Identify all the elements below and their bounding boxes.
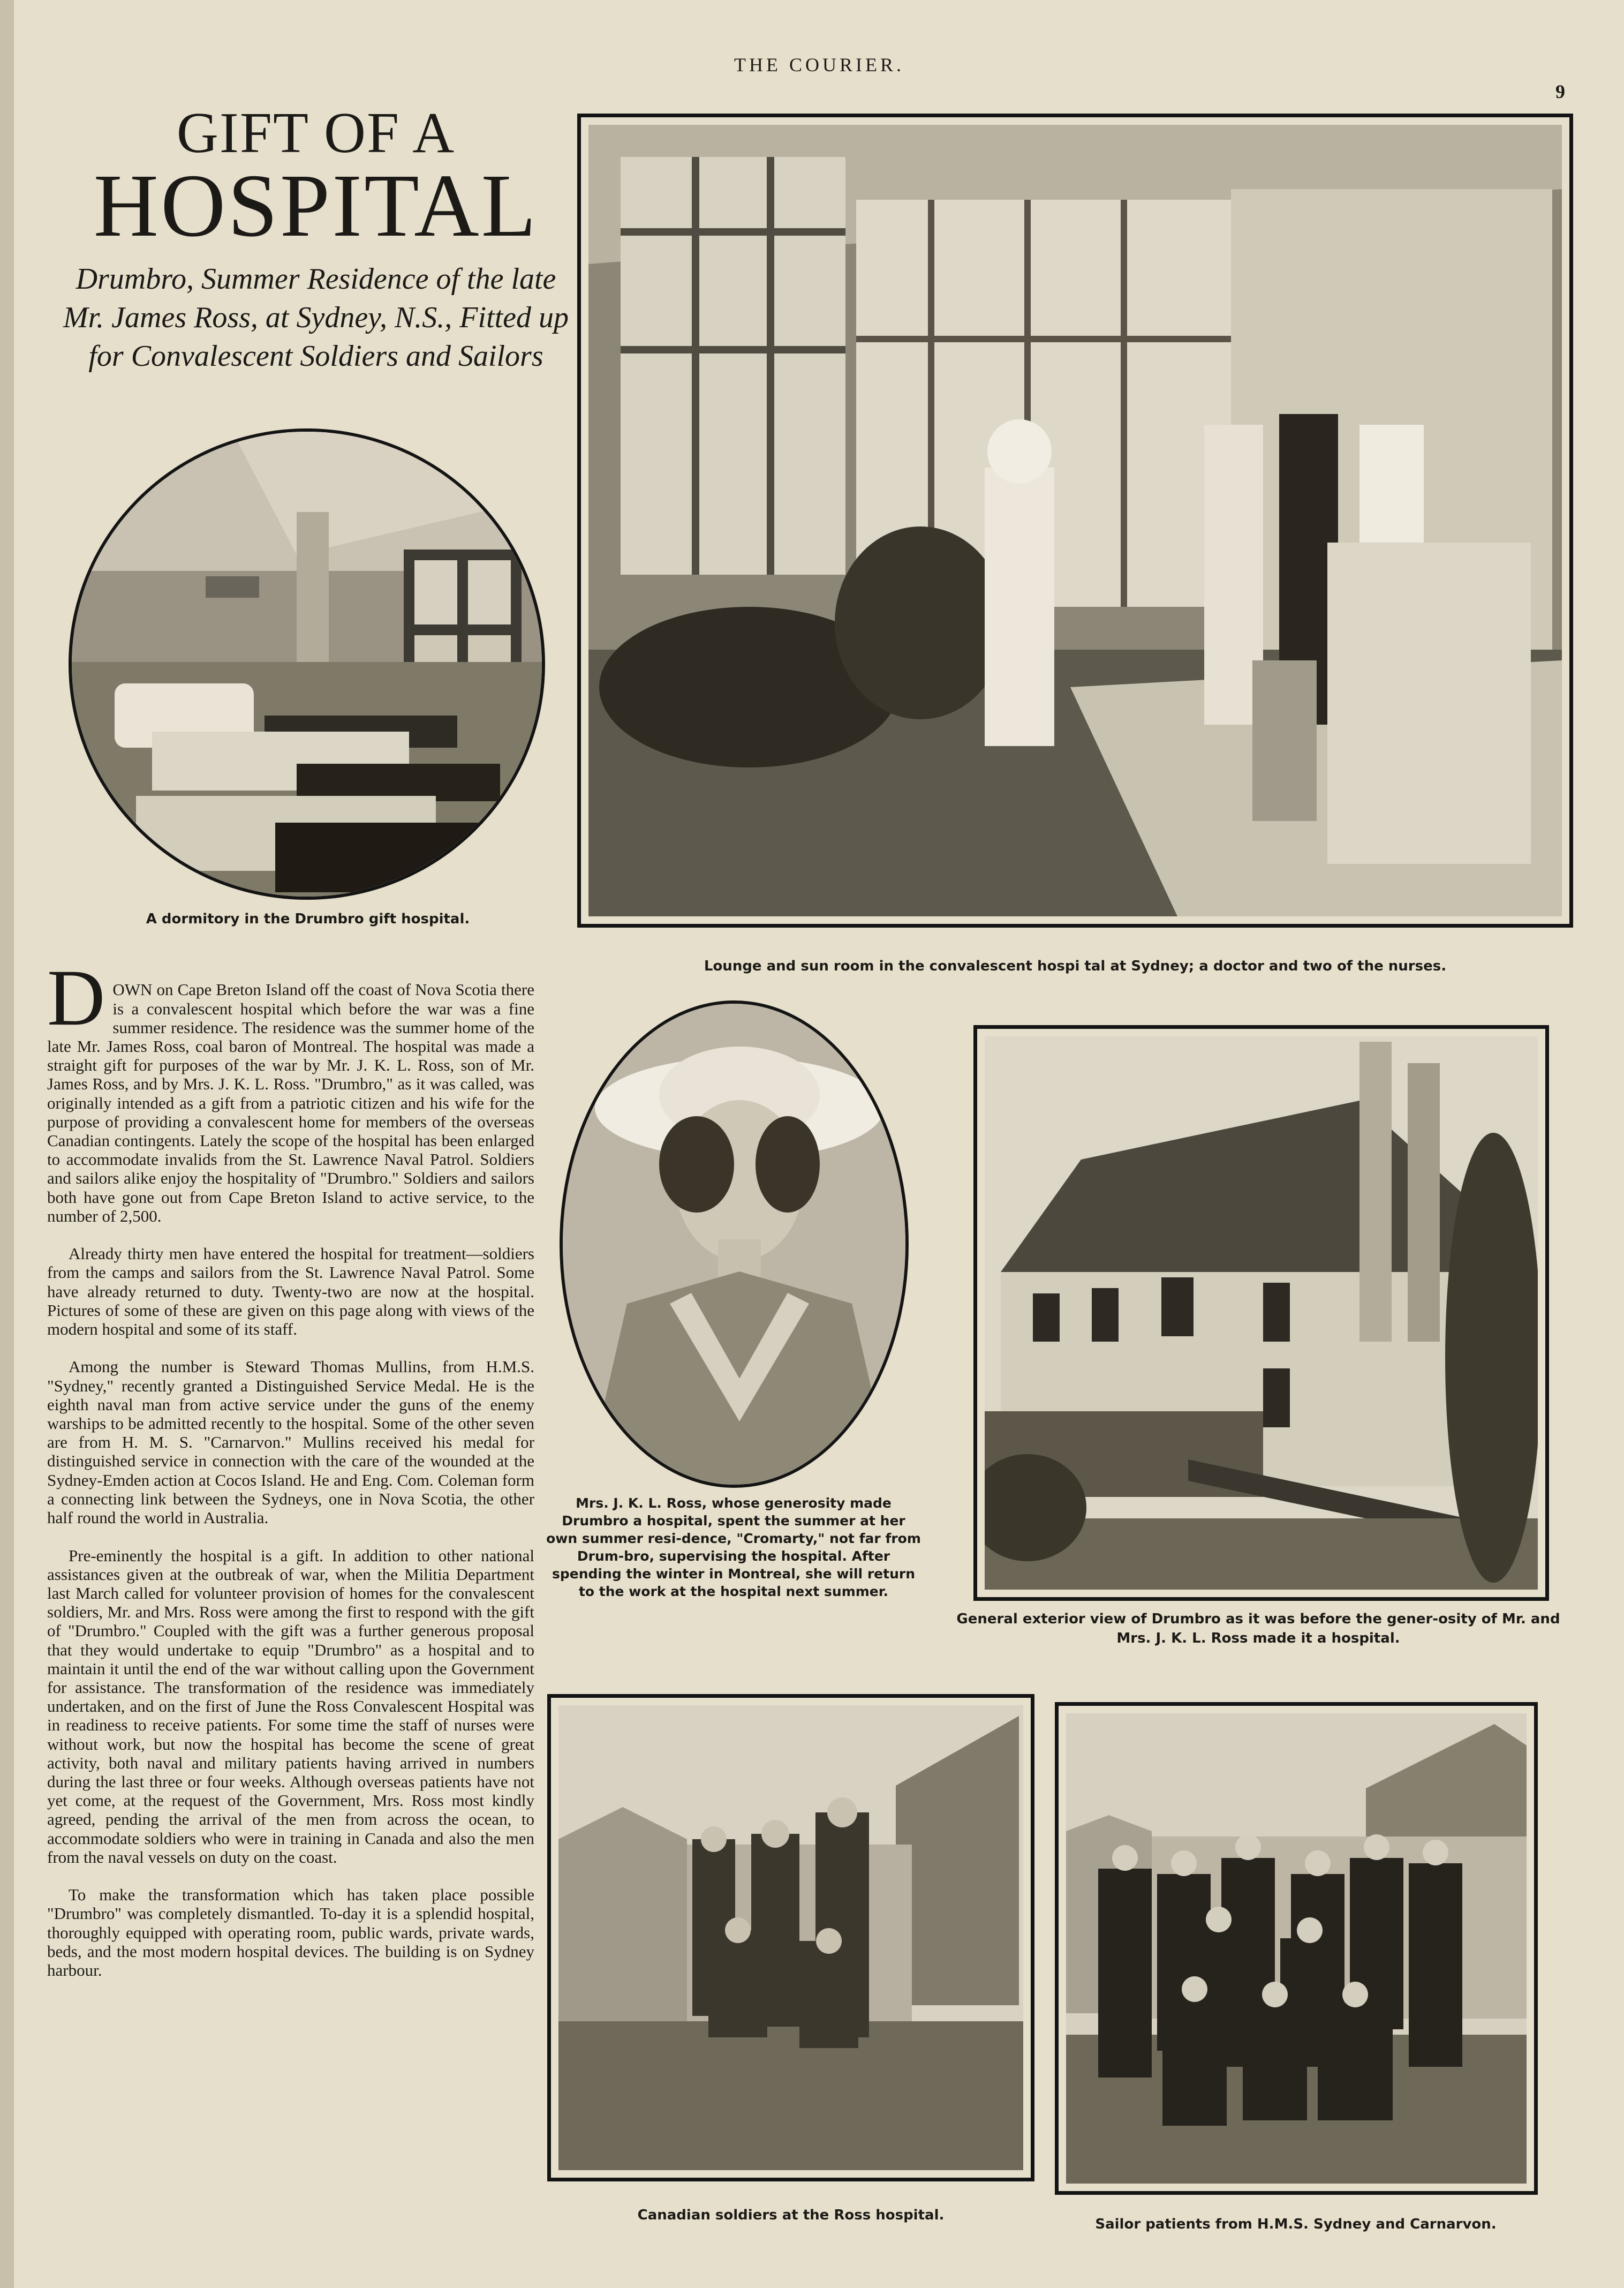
binding-gutter — [0, 0, 14, 2288]
sailors-photo — [1066, 1713, 1527, 2184]
lounge-caption: Lounge and sun room in the convalescent hospi tal at Sydney; a doctor and two of the nurses. — [704, 958, 1447, 974]
sailors-caption: Sailor patients from H.M.S. Sydney and Carnarvon. — [1095, 2216, 1497, 2232]
exterior-caption: General exterior view of Drumbro as it was before the gener-osity of Mr. and Mrs. J. K. L. Ross made it a hospital. — [956, 1611, 1560, 1646]
page-number: 9 — [1555, 81, 1565, 102]
article-body — [47, 943, 534, 2217]
article-paragraph-2: Already thirty men have entered the hospital for treatment—soldiers from the camps and sailors from the St. Lawrence Naval Patrol. Some have already returned to duty. Twenty-two are now at the hospital. Pictures of some of these are given on this page along with views of the modern hospital and some of its staff. — [47, 1244, 534, 1339]
mrs-ross-caption: Mrs. J. K. L. Ross, whose generosity made Drumbro a hospital, spent the summer at her own summer resi-dence, "Cromarty," not far from Drum-bro, supervising the hospital. After spending the winter in Montreal, she will return to the work at the hospital next summer. — [546, 1495, 921, 1599]
article-paragraph-4: Pre-eminently the hospital is a gift. In addition to other national assistances given at the outbreak of war, when the Militia Department last March called for volunteer provision of homes for the convalescent soldiers, Mr. and Mrs. Ross were among the first to respond with the gift of "Drumbro." Coupled with the gift was a further generous proposal that they would undertake to equip "Drumbro" as a hospital and to maintain it until the end of the war without calling upon the Government for assistance. The transformation of the residence was immediately undertaken, and on the first of June the Ross Convalescent Hospital was in readiness to receive patients. For some time the staff of nurses were without work, but now the hospital has become the scene of great activity, both naval and military patients having arrived in numbers during the last three or four weeks. Although overseas patients have not yet come, at the request of the Government, Mrs. Ross most kindly agreed, pending the arrival of the men from across the ocean, to accommodate soldiers who were in training in Canada and also the men from the naval vessels on duty on the coast. — [47, 1546, 534, 1866]
dormitory-photo — [69, 428, 545, 900]
article-paragraph-3: Among the number is Steward Thomas Mullins, from H.M.S. "Sydney," recently granted a Distinguished Service Medal. He is the eighth naval man from active service under the guns of the enemy warships to be admitted recently to the hospital. Some of the other seven are from H. M. S. "Carnarvon." Mullins received his medal for distinguished service in connection with the care of the wounded at the Sydney-Emden action at Cocos Island. He and Eng. Com. Coleman form a connecting link between the Sydneys, one in Nova Scotia, the other half round the world in Australia. — [47, 1357, 534, 1527]
sailors-photo-frame — [1055, 1702, 1538, 2195]
soldiers-photo — [558, 1705, 1023, 2170]
subheadline: Drumbro, Summer Residence of the late Mr. James Ross, at Sydney, N.S., Fitted up for Convalescent Soldiers and Sailors — [63, 262, 569, 373]
soldiers-caption: Canadian soldiers at the Ross hospital. — [637, 2207, 945, 2223]
exterior-photo — [985, 1036, 1538, 1590]
headline-line-2: HOSPITAL — [93, 156, 539, 255]
drop-cap: D — [47, 953, 105, 1043]
running-head: THE COURIER. — [734, 54, 904, 76]
article-paragraph-1: OWN on Cape Breton Island off the coast of Nova Scotia there is a convalescent hospital which before the war was a fine summer residence. The residence was the summer home of the late Mr. James Ross, coal baron of Montreal. The hospital was made a straight gift for purposes of the war by Mr. J. K. L. Ross, son of Mr. James Ross, and by Mrs. J. K. L. Ross. "Drumbro," as it was called, was originally intended as a gift from a patriotic citizen and his wife for the purpose of providing a convalescent home for members of the overseas Canadian contingents. Lately the scope of the hospital has been enlarged to accommodate invalids from the St. Lawrence Naval Patrol. Soldiers and sailors alike enjoy the hospitality of "Drumbro." Soldiers and sailors both have gone out from Cape Breton Island to active service, to the number of 2,500. — [47, 980, 534, 1225]
exterior-photo-frame — [973, 1025, 1549, 1601]
lounge-photo — [588, 125, 1562, 916]
soldiers-photo-frame — [547, 1694, 1034, 2181]
mrs-ross-portrait — [560, 1000, 909, 1488]
lounge-photo-frame — [577, 114, 1573, 928]
headline-line-1: GIFT OF A — [176, 101, 456, 165]
article-paragraph-5: To make the transformation which has taken place possible "Drumbro" was completely dismantled. To-day it is a splendid hospital, thoroughly equipped with operating room, public wards, private wards, beds, and the most modern hospital devices. The building is on Sydney harbour. — [47, 1885, 534, 1980]
dormitory-caption: A dormitory in the Drumbro gift hospital. — [146, 911, 470, 927]
